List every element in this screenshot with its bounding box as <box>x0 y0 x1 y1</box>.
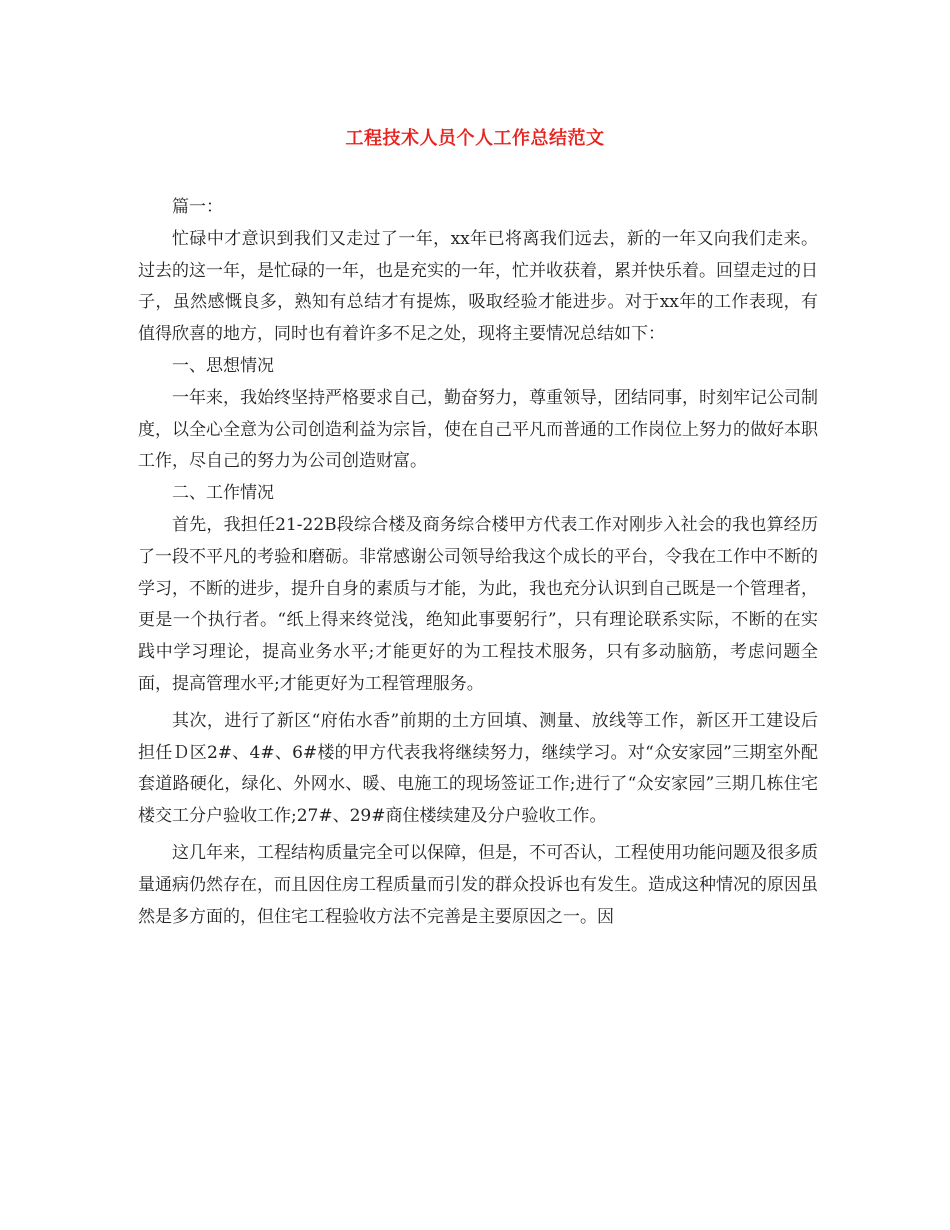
section-label-pian-yi: 篇一： <box>172 197 223 217</box>
document-body <box>138 192 818 933</box>
thought-paragraph: 一年来，我始终坚持严格要求自己，勤奋努力，尊重领导，团结同事，时刻牢记公司制度，以全心全意为公司创造利益为宗旨，使在自己平凡而普通的工作岗位上努力的做好本职工作，尽自己的努力为公司创造财富。 <box>138 387 818 472</box>
work-paragraph-third: 这几年来，工程结构质量完全可以保障，但是，不可否认，工程使用功能问题及很多质量通病仍然存在，而且因住房工程质量而引发的群众投诉也有发生。造成这种情况的原因虽然是多方面的，但住宅工程验收方法不完善是主要原因之一。因 <box>138 842 818 927</box>
work-paragraph-first: 首先，我担任21-22B段综合楼及商务综合楼甲方代表工作对刚步入社会的我也算经历了一段不平凡的考验和磨砺。非常感谢公司领导给我这个成长的平台，令我在工作中不断的学习，不断的进步，提升自身的素质与才能，为此，我也充分认识到自己既是一个管理者，更是一个执行者。“纸上得来终觉浅，绝知此事要躬行”，只有理论联系实际，不断的在实践中学习理论，提高业务水平;才能更好的为工程技术服务，只有多动脑筋，考虑问题全面，提高管理水平;才能更好为工程管理服务。 <box>138 514 818 694</box>
heading-work-situation: 二、工作情况 <box>172 483 274 504</box>
heading-thought-situation: 一、思想情况 <box>172 355 274 376</box>
document-title: 工程技术人员个人工作总结范文 <box>345 128 605 149</box>
intro-paragraph: 忙碌中才意识到我们又走过了一年，xx年已将离我们远去，新的一年又向我们走来。过去的这一年，是忙碌的一年，也是充实的一年，忙并收获着，累并快乐着。回望走过的日子，虽然感慨良多，熟知有总结才有提炼，吸取经验才能进步。对于xx年的工作表现，有值得欣喜的地方，同时也有着许多不足之处，现将主要情况总结如下： <box>138 228 818 345</box>
work-paragraph-second: 其次，进行了新区“府佑水香”前期的土方回填、测量、放线等工作，新区开工建设后担任Ｄ区2#、4#、6#楼的甲方代表我将继续努力，继续学习。对“众安家园”三期室外配套道路硬化，绿化、外网水、暖、电施工的现场签证工作;进行了“众安家园”三期几栋住宅楼交工分户验收工作;27#、29#商住楼续建及分户验收工作。 <box>138 710 818 827</box>
